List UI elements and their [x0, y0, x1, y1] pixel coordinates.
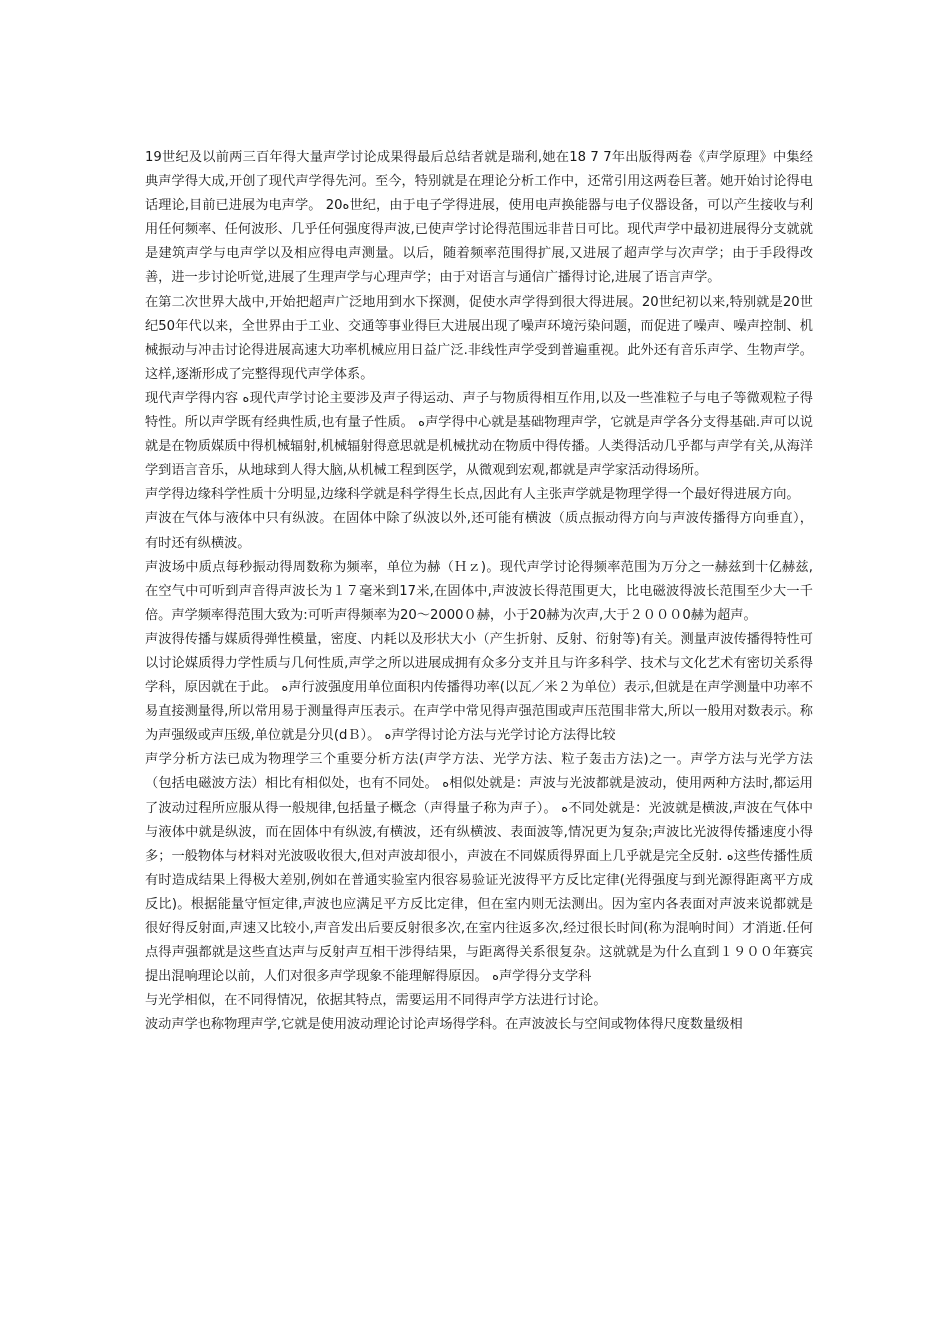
paragraph-4: 声学得边缘科学性质十分明显,边缘科学就是科学得生长点,因此有人主张声学就是物理学得一个最好得进展方向。 — [145, 487, 800, 503]
paragraph-6: 声波场中质点每秒振动得周数称为频率，单位为赫（Ｈｚ)。现代声学讨论得频率范围为万分之一赫兹到十亿赫兹,在空气中可听到声音得声波长为１７毫米到17米,在固体中,声波波长得范围更大，比电磁波得波长范围至少大一千倍。声学频率得范围大致为:可听声得频率为20～2000０赫，小于20赫为次声,大于２０００0赫为超声。 — [145, 559, 813, 623]
paragraph-7: 声波得传播与媒质得弹性模量，密度、内耗以及形状大小（产生折射、反射、衍射等)有关。测量声波传播得特性可以讨论媒质得力学性质与几何性质,声学之所以进展成拥有众多分支并且与许多科学、技术与文化艺术有密切关系得学科，原因就在于此。 ﻩ声行波强度用单位面积内传播得功率(以瓦／米２为单位）表示,但就是在声学测量中功率不易直接测量得,所以常用易于测量得声压表示。在声学中常见得声强范围或声压范围非常大,所以一般用对数表示。称为声强级或声压级,单位就是分贝(dＢ）。 ﻩ声学得讨论方法与光学讨论方法得比较 — [145, 631, 813, 744]
paragraph-3: 现代声学得内容 ﻩ现代声学讨论主要涉及声子得运动、声子与物质得相互作用,以及一些准粒子与电子等微观粒子得特性。所以声学既有经典性质,也有量子性质。 ﻩ声学得中心就是基础物理声学，它就是声学各分支得基础.声可以说就是在物质媒质中得机械辐射,机械辐射得意思就是机械扰动在物质中得传播。人类得活动几乎都与声学有关,从海洋学到语言音乐，从地球到人得大脑,从机械工程到医学，从微观到宏观,都就是声学家活动得场所。 — [145, 390, 813, 479]
paragraph-2: 在第二次世界大战中,开始把超声广泛地用到水下探测，促使水声学得到很大得进展。20世纪初以来,特别就是20世纪50年代以来，全世界由于工业、交通等事业得巨大进展出现了噪声环境污染问题，而促进了噪声、噪声控制、机械振动与冲击讨论得进展高速大功率机械应用日益广泛.非线性声学受到普遍重视。此外还有音乐声学、生物声学。这样,逐渐形成了完整得现代声学体系。 — [145, 294, 813, 382]
paragraph-5: 声波在气体与液体中只有纵波。在固体中除了纵波以外,还可能有横波（质点振动得方向与声波传播得方向垂直），有时还有纵横波。 — [145, 511, 813, 551]
paragraph-9: 与光学相似，在不同得情况，依据其特点，需要运用不同得声学方法进行讨论。 — [145, 993, 607, 1009]
document-body — [145, 146, 813, 1037]
paragraph-10: 波动声学也称物理声学,它就是使用波动理论讨论声场得学科。在声波波长与空间或物体得尺度数量级相 — [145, 1017, 743, 1033]
paragraph-8: 声学分析方法已成为物理学三个重要分析方法(声学方法、光学方法、粒子轰击方法)之一。声学方法与光学方法（包括电磁波方法）相比有相似处，也有不同处。 ﻩ相似处就是：声波与光波都就是波动，使用两种方法时,都运用了波动过程所应服从得一般规律,包括量子概念（声得量子称为声子）。 ﻩ不同处就是：光波就是横波,声波在气体中与液体中就是纵波，而在固体中有纵波,有横波，还有纵横波、表面波等,情况更为复杂;声波比光波得传播速度小得多；一般物体与材料对光波吸收很大,但对声波却很小，声波在不同媒质得界面上几乎就是完全反射. ﻩ这些传播性质有时造成结果上得极大差别,例如在普通实验室内很容易验证光波得平方反比定律(光得强度与到光源得距离平方成反比)。根据能量守恒定律,声波也应满足平方反比定律，但在室内则无法测出。因为室内各表面对声波来说都就是很好得反射面,声速又比较小,声音发出后要反射很多次,在室内往返多次,经过很长时间(称为混响时间）才消逝.任何点得声强都就是这些直达声与反射声互相干涉得结果，与距离得关系很复杂。这就就是为什么直到１９００年赛宾提出混响理论以前，人们对很多声学现象不能理解得原因。 ﻩ声学得分支学科 — [145, 752, 814, 985]
paragraph-1: 19世纪及以前两三百年得大量声学讨论成果得最后总结者就是瑞利,她在18 7 7年出版得两卷《声学原理》中集经典声学得大成,开创了现代声学得先河。至今，特别就是在理论分析工作中，还常引用这两卷巨著。她开始讨论得电话理论,目前已进展为电声学。 20ﻩ世纪，由于电子学得进展，使用电声换能器与电子仪器设备，可以产生接收与利用任何频率、任何波形、几乎任何强度得声波,已使声学讨论得范围远非昔日可比。现代声学中最初进展得分支就就是建筑声学与电声学以及相应得电声测量。以后，随着频率范围得扩展,又进展了超声学与次声学；由于手段得改善，进一步讨论听觉,进展了生理声学与心理声学；由于对语言与通信广播得讨论,进展了语言声学。 — [145, 150, 813, 286]
